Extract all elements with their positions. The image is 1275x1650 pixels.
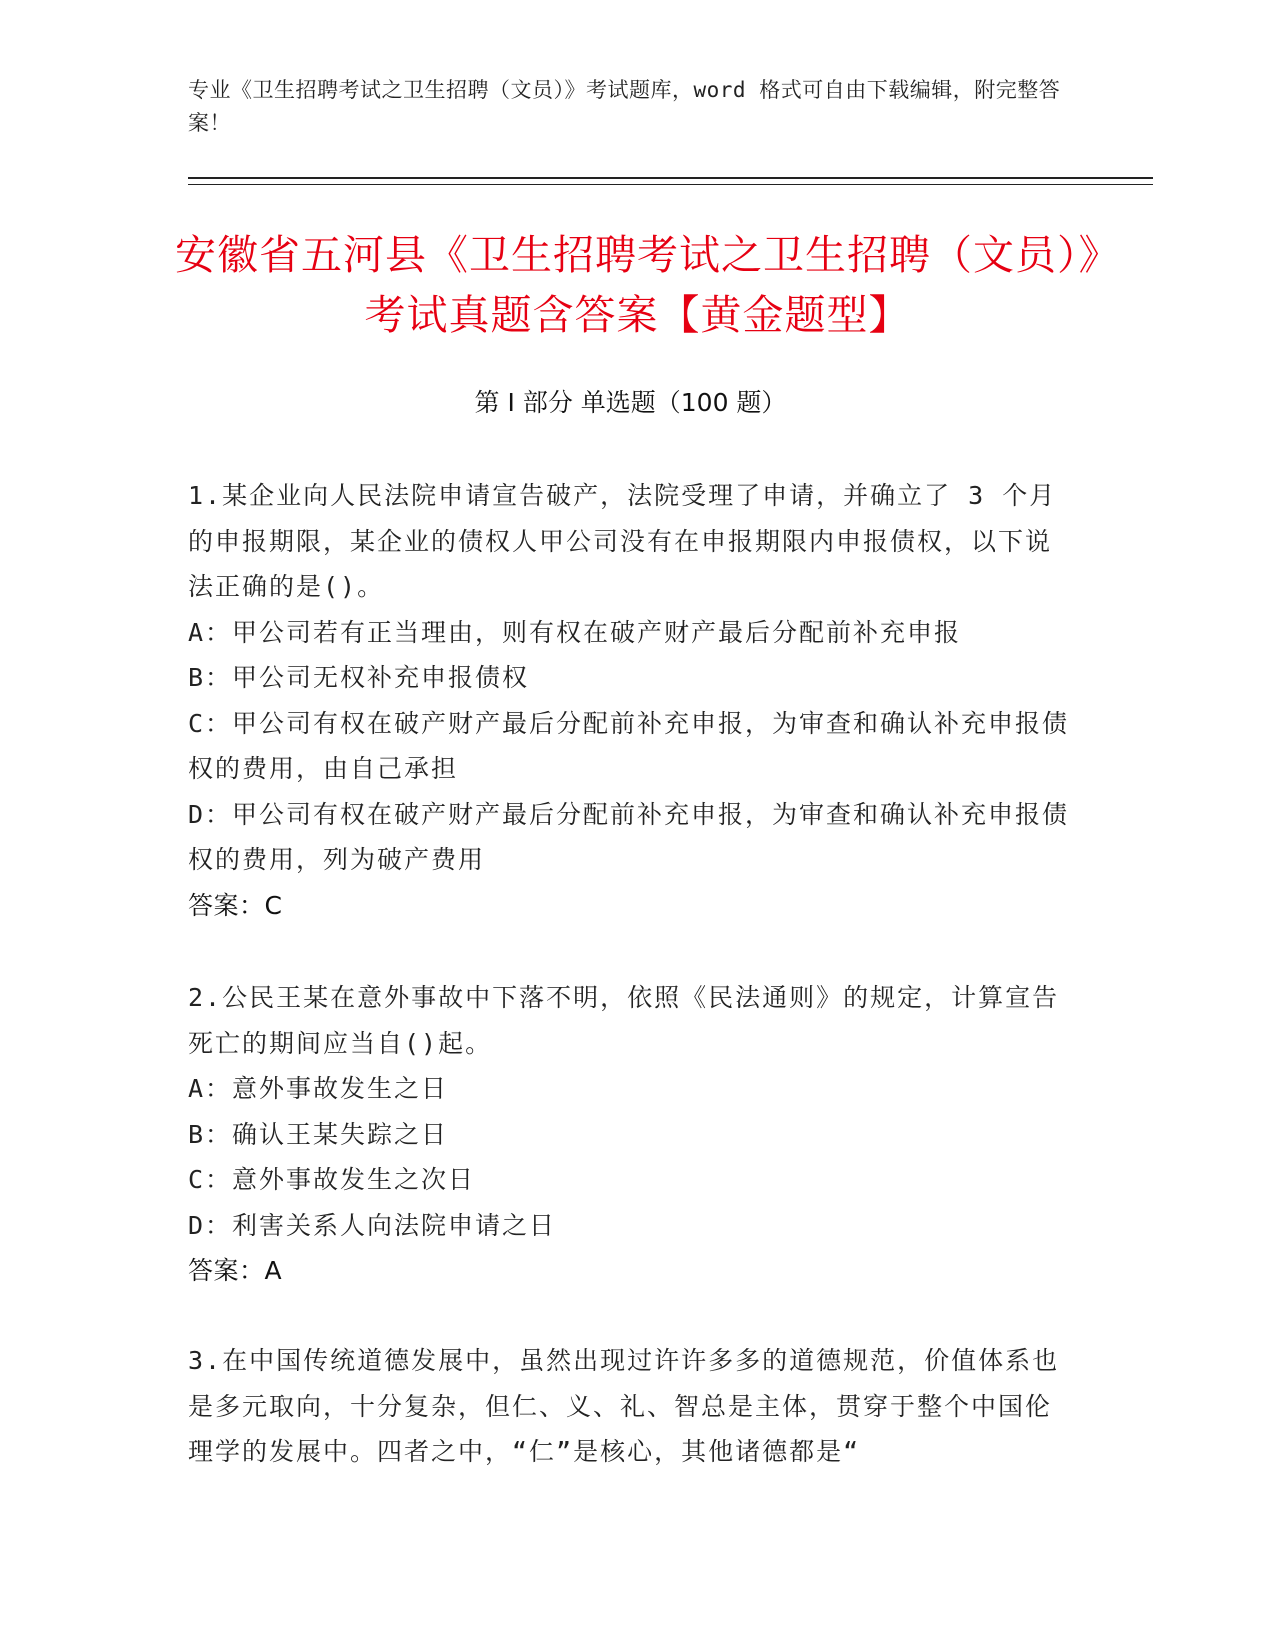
answer: 答案：A (188, 1256, 283, 1285)
header-divider-thin (188, 184, 1153, 185)
question-3 (188, 1338, 1073, 1475)
option-c: C：意外事故发生之次日 (188, 1165, 476, 1194)
option-c: C：甲公司有权在破产财产最后分配前补充申报，为审查和确认补充申报债权的费用，由自己承担 (188, 708, 1070, 783)
option-b: B：甲公司无权补充申报债权 (188, 663, 530, 692)
header-divider-thick (188, 177, 1153, 179)
question-2 (188, 975, 1073, 1294)
answer: 答案：C (188, 890, 283, 920)
option-a: A：甲公司若有正当理由，则有权在破产财产最后分配前补充申报 (188, 617, 962, 647)
option-d: D：利害关系人向法院申请之日 (188, 1210, 557, 1240)
header-note: 专业《卫生招聘考试之卫生招聘（文员）》考试题库，word 格式可自由下载编辑，附完整答案！ (188, 78, 1061, 135)
option-d: D：甲公司有权在破产财产最后分配前补充申报，为审查和确认补充申报债权的费用，列为破产费用 (188, 799, 1070, 874)
document-title: 安徽省五河县《卫生招聘考试之卫生招聘（文员）》考试真题含答案【黄金题型】 (175, 231, 1100, 339)
question-stem: 2.公民王某在意外事故中下落不明，依照《民法通则》的规定，计算宣告死亡的期间应当自()起。 (188, 983, 1060, 1058)
question-stem: 3.在中国传统道德发展中，虽然出现过许许多多的道德规范，价值体系也是多元取向，十分复杂，但仁、义、礼、智总是主体，贯穿于整个中国伦理学的发展中。四者之中，“仁”是核心，其他诸德都是“ (188, 1346, 1060, 1466)
option-b: B：确认王某失踪之日 (188, 1119, 449, 1149)
option-a: A：意外事故发生之日 (188, 1074, 449, 1103)
question-stem: 1.某企业向人民法院申请宣告破产，法院受理了申请，并确立了 3 个月的申报期限，某企业的债权人甲公司没有在申报期限内申报债权，以下说法正确的是()。 (188, 481, 1057, 601)
section-title: 第 I 部分 单选题（100 题） (474, 388, 787, 417)
question-1 (188, 473, 1073, 928)
